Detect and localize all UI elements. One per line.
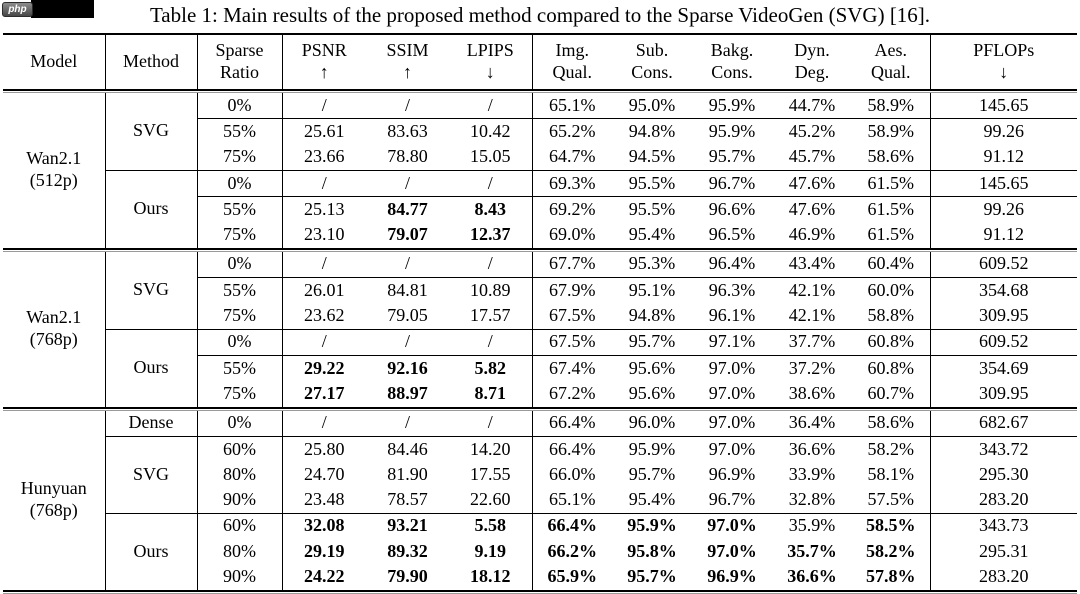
bakg-cell: 95.9%	[708, 120, 756, 141]
pflops-cell: 295.30	[979, 463, 1029, 484]
lpips-cell: 12.37	[449, 222, 532, 247]
psnr-cell: 23.48	[282, 487, 366, 513]
column-header-dyn: Dyn. Deg.	[772, 34, 852, 89]
lpips-cell: 9.19	[449, 539, 532, 564]
dyn-cell: 33.9%	[788, 463, 836, 484]
img-cell: 66.2%	[547, 540, 597, 561]
column-header-aes: Aes. Qual.	[852, 34, 930, 89]
lpips-cell: /	[449, 93, 532, 119]
pflops-cell: 682.67	[930, 411, 1077, 437]
img-cell: 67.2%	[549, 382, 596, 403]
psnr-cell: 26.01	[304, 279, 345, 300]
dyn-cell: 44.7%	[772, 93, 852, 119]
ssim-cell: 88.97	[387, 382, 428, 403]
psnr-cell: /	[282, 170, 366, 196]
bakg-cell: 97.0%	[707, 515, 757, 536]
bakg-cell: 96.1%	[692, 303, 772, 329]
sparse-ratio-cell: 75%	[197, 381, 282, 406]
bakg-cell: 97.0%	[707, 540, 757, 561]
method-cell: SVG	[105, 93, 197, 170]
bakg-cell: 95.7%	[692, 145, 772, 171]
sub-cell: 95.1%	[628, 279, 676, 300]
table-row	[3, 329, 1077, 355]
table-row	[3, 93, 1077, 119]
psnr-cell: 23.66	[282, 145, 366, 171]
bakg-cell: 96.9%	[708, 463, 756, 484]
ssim-cell: 84.81	[387, 279, 428, 300]
psnr-cell: 25.61	[304, 120, 345, 141]
method-cell: Dense	[105, 411, 197, 437]
bakg-cell: 97.0%	[708, 382, 756, 403]
psnr-cell: 24.22	[304, 566, 345, 587]
pflops-cell: 309.95	[979, 382, 1029, 403]
psnr-cell: 25.80	[304, 438, 345, 459]
aes-cell: 60.0%	[852, 278, 930, 304]
sub-cell: 95.4%	[612, 487, 692, 513]
dyn-cell: 43.4%	[772, 252, 852, 278]
aes-cell: 61.5%	[852, 222, 930, 247]
pflops-cell: 354.68	[979, 279, 1029, 300]
aes-cell: 58.2%	[852, 436, 930, 462]
img-cell: 67.9%	[549, 279, 596, 300]
img-cell: 65.9%	[547, 566, 597, 587]
sub-cell: 95.7%	[628, 463, 676, 484]
psnr-cell: 32.08	[304, 515, 345, 536]
psnr-cell: 23.62	[282, 303, 366, 329]
lpips-cell: /	[449, 411, 532, 437]
table-row	[3, 436, 1077, 462]
aes-cell: 58.9%	[852, 93, 930, 119]
model-cell: Wan2.1 (512p)	[3, 93, 105, 248]
sparse-ratio-cell: 55%	[197, 197, 282, 223]
sparse-ratio-cell: 80%	[197, 462, 282, 487]
pflops-cell: 295.31	[979, 540, 1029, 561]
aes-cell: 58.9%	[852, 119, 930, 145]
sparse-ratio-cell: 55%	[197, 119, 282, 145]
ssim-cell: 89.32	[387, 540, 428, 561]
bakg-cell: 96.7%	[692, 487, 772, 513]
dyn-cell: 36.6%	[787, 566, 837, 587]
sub-cell: 95.5%	[628, 198, 676, 219]
dyn-cell: 46.9%	[788, 224, 836, 245]
img-cell: 64.7%	[532, 145, 612, 171]
dyn-cell: 38.6%	[788, 382, 836, 403]
column-header-ratio: Sparse Ratio	[197, 34, 282, 89]
sparse-ratio-cell: 75%	[197, 222, 282, 247]
aes-cell: 58.6%	[852, 145, 930, 171]
img-cell: 66.0%	[549, 463, 596, 484]
img-cell: 67.7%	[532, 252, 612, 278]
aes-cell: 60.8%	[852, 355, 930, 381]
table-row	[3, 513, 1077, 539]
method-cell: Ours	[105, 513, 197, 589]
ssim-cell: /	[366, 329, 449, 355]
aes-cell: 60.8%	[852, 329, 930, 355]
sparse-ratio-cell: 55%	[197, 278, 282, 304]
ssim-cell: 83.63	[387, 120, 428, 141]
bakg-cell: 97.0%	[692, 411, 772, 437]
lpips-cell: 10.42	[449, 119, 532, 145]
aes-cell: 61.5%	[852, 170, 930, 196]
lpips-cell: 5.82	[449, 355, 532, 381]
dyn-cell: 35.9%	[788, 515, 836, 536]
aes-cell: 58.6%	[852, 411, 930, 437]
sparse-ratio-cell: 0%	[197, 252, 282, 278]
sub-cell: 95.8%	[627, 540, 677, 561]
bakg-cell: 97.1%	[692, 329, 772, 355]
method-cell: SVG	[105, 252, 197, 329]
ssim-cell: 79.05	[366, 303, 449, 329]
img-cell: 69.3%	[532, 170, 612, 196]
img-cell: 67.5%	[532, 329, 612, 355]
aes-cell: 60.4%	[852, 252, 930, 278]
ssim-cell: 79.07	[387, 224, 428, 245]
dyn-cell: 32.8%	[772, 487, 852, 513]
sub-cell: 96.0%	[612, 411, 692, 437]
aes-cell: 58.8%	[852, 303, 930, 329]
psnr-cell: 27.17	[304, 382, 345, 403]
sub-cell: 95.5%	[612, 170, 692, 196]
sparse-ratio-cell: 90%	[197, 564, 282, 589]
lpips-cell: 8.43	[449, 197, 532, 223]
dyn-cell: 42.1%	[772, 303, 852, 329]
psnr-cell: 29.19	[304, 540, 345, 561]
sub-cell: 95.6%	[628, 382, 676, 403]
pflops-cell: 283.20	[979, 566, 1029, 587]
sparse-ratio-cell: 0%	[197, 411, 282, 437]
sparse-ratio-cell: 0%	[197, 93, 282, 119]
bakg-cell: 96.9%	[707, 566, 757, 587]
lpips-cell: 14.20	[449, 436, 532, 462]
pflops-cell: 354.69	[979, 357, 1029, 378]
dyn-cell: 37.2%	[788, 357, 836, 378]
psnr-cell: 25.13	[304, 198, 345, 219]
lpips-cell: /	[449, 329, 532, 355]
bakg-cell: 95.9%	[692, 93, 772, 119]
img-cell: 66.4%	[532, 411, 612, 437]
psnr-cell: /	[282, 93, 366, 119]
sub-cell: 95.0%	[612, 93, 692, 119]
ssim-cell: 78.57	[366, 487, 449, 513]
table-row	[3, 252, 1077, 278]
psnr-cell: /	[282, 411, 366, 437]
sub-cell: 95.4%	[628, 224, 676, 245]
php-badge	[2, 2, 33, 17]
table-row	[3, 411, 1077, 437]
dyn-cell: 47.6%	[772, 170, 852, 196]
aes-cell: 61.5%	[852, 197, 930, 223]
horizontal-rule	[3, 590, 1077, 594]
aes-cell: 58.2%	[852, 539, 930, 564]
method-cell: Ours	[105, 170, 197, 247]
column-header-ssim: SSIM ↑	[366, 34, 449, 89]
img-cell: 66.4%	[547, 515, 597, 536]
table-caption: Table 1: Main results of the proposed method compared to the Sparse VideoGen (SVG) [16].	[149, 3, 931, 27]
sparse-ratio-cell: 55%	[197, 355, 282, 381]
aes-cell: 58.5%	[852, 513, 930, 539]
pflops-cell: 145.65	[930, 170, 1077, 196]
lpips-cell: 10.89	[449, 278, 532, 304]
aes-cell: 57.5%	[852, 487, 930, 513]
pflops-cell: 609.52	[930, 252, 1077, 278]
pflops-cell: 145.65	[930, 93, 1077, 119]
dyn-cell: 36.6%	[788, 438, 836, 459]
ssim-cell: 92.16	[387, 357, 428, 378]
lpips-cell: 17.57	[449, 303, 532, 329]
lpips-cell: 15.05	[449, 145, 532, 171]
lpips-cell: 5.58	[449, 513, 532, 539]
img-cell: 69.2%	[549, 198, 596, 219]
ssim-cell: /	[366, 170, 449, 196]
ssim-cell: 93.21	[387, 515, 428, 536]
sparse-ratio-cell: 0%	[197, 170, 282, 196]
pflops-cell: 99.26	[983, 198, 1024, 219]
sub-cell: 94.8%	[628, 120, 676, 141]
sparse-ratio-cell: 75%	[197, 145, 282, 171]
bakg-cell: 97.0%	[708, 438, 756, 459]
lpips-cell: /	[449, 170, 532, 196]
sub-cell: 95.3%	[612, 252, 692, 278]
ssim-cell: /	[366, 252, 449, 278]
sub-cell: 94.5%	[612, 145, 692, 171]
sparse-ratio-cell: 0%	[197, 329, 282, 355]
psnr-cell: 24.70	[304, 463, 345, 484]
img-cell: 65.2%	[549, 120, 596, 141]
psnr-cell: 29.22	[304, 357, 345, 378]
bakg-cell: 97.0%	[708, 357, 756, 378]
column-header-lpips: LPIPS ↓	[449, 34, 532, 89]
dyn-cell: 35.7%	[787, 540, 837, 561]
column-header-method: Method	[105, 34, 197, 89]
sub-cell: 95.7%	[627, 566, 677, 587]
aes-cell: 58.1%	[852, 462, 930, 487]
column-header-img: Img. Qual.	[532, 34, 612, 89]
lpips-cell: 22.60	[449, 487, 532, 513]
results-table	[3, 33, 1077, 594]
lpips-cell: 8.71	[449, 381, 532, 406]
php-badge-label: php	[8, 3, 27, 15]
aes-cell: 60.7%	[852, 381, 930, 406]
sub-cell: 94.8%	[612, 303, 692, 329]
sparse-ratio-cell: 80%	[197, 539, 282, 564]
lpips-cell: /	[449, 252, 532, 278]
sparse-ratio-cell: 60%	[197, 513, 282, 539]
method-cell: SVG	[105, 436, 197, 513]
method-cell: Ours	[105, 329, 197, 406]
column-header-bakg: Bakg. Cons.	[692, 34, 772, 89]
ssim-cell: 79.90	[387, 566, 428, 587]
pflops-cell: 283.20	[930, 487, 1077, 513]
sub-cell: 95.7%	[612, 329, 692, 355]
sparse-ratio-cell: 90%	[197, 487, 282, 513]
img-cell: 65.1%	[532, 93, 612, 119]
psnr-cell: /	[282, 252, 366, 278]
bakg-cell: 96.4%	[692, 252, 772, 278]
img-cell: 69.0%	[549, 224, 596, 245]
dyn-cell: 36.4%	[772, 411, 852, 437]
redaction-box	[31, 0, 94, 18]
ssim-cell: /	[366, 93, 449, 119]
pflops-cell: 343.72	[979, 438, 1029, 459]
img-cell: 67.5%	[532, 303, 612, 329]
header-row	[3, 34, 1077, 89]
dyn-cell: 37.7%	[772, 329, 852, 355]
sub-cell: 95.9%	[628, 438, 676, 459]
sparse-ratio-cell: 60%	[197, 436, 282, 462]
pflops-cell: 99.26	[983, 120, 1024, 141]
table-row	[3, 170, 1077, 196]
lpips-cell: 18.12	[449, 564, 532, 589]
img-cell: 65.1%	[532, 487, 612, 513]
ssim-cell: 84.46	[387, 438, 428, 459]
model-cell: Hunyuan (768p)	[3, 411, 105, 590]
dyn-cell: 45.2%	[788, 120, 836, 141]
sub-cell: 95.9%	[627, 515, 677, 536]
ssim-cell: 84.77	[387, 198, 428, 219]
bakg-cell: 96.3%	[708, 279, 756, 300]
dyn-cell: 42.1%	[788, 279, 836, 300]
ssim-cell: 78.80	[366, 145, 449, 171]
lpips-cell: 17.55	[449, 462, 532, 487]
pflops-cell: 309.95	[930, 303, 1077, 329]
pflops-cell: 91.12	[930, 145, 1077, 171]
sub-cell: 95.6%	[628, 357, 676, 378]
ssim-cell: 81.90	[387, 463, 428, 484]
pflops-cell: 343.73	[979, 515, 1029, 536]
pflops-cell: 91.12	[983, 224, 1024, 245]
dyn-cell: 47.6%	[788, 198, 836, 219]
img-cell: 67.4%	[549, 357, 596, 378]
dyn-cell: 45.7%	[772, 145, 852, 171]
bakg-cell: 96.6%	[708, 198, 756, 219]
ssim-cell: /	[366, 411, 449, 437]
psnr-cell: /	[282, 329, 366, 355]
model-cell: Wan2.1 (768p)	[3, 252, 105, 407]
column-header-pflops: PFLOPs ↓	[930, 34, 1077, 89]
column-header-sub: Sub. Cons.	[612, 34, 692, 89]
column-header-model: Model	[3, 34, 105, 89]
bakg-cell: 96.7%	[692, 170, 772, 196]
img-cell: 66.4%	[549, 438, 596, 459]
pflops-cell: 609.52	[930, 329, 1077, 355]
psnr-cell: 23.10	[304, 224, 345, 245]
sparse-ratio-cell: 75%	[197, 303, 282, 329]
column-header-psnr: PSNR ↑	[282, 34, 366, 89]
aes-cell: 57.8%	[852, 564, 930, 589]
bakg-cell: 96.5%	[708, 224, 756, 245]
